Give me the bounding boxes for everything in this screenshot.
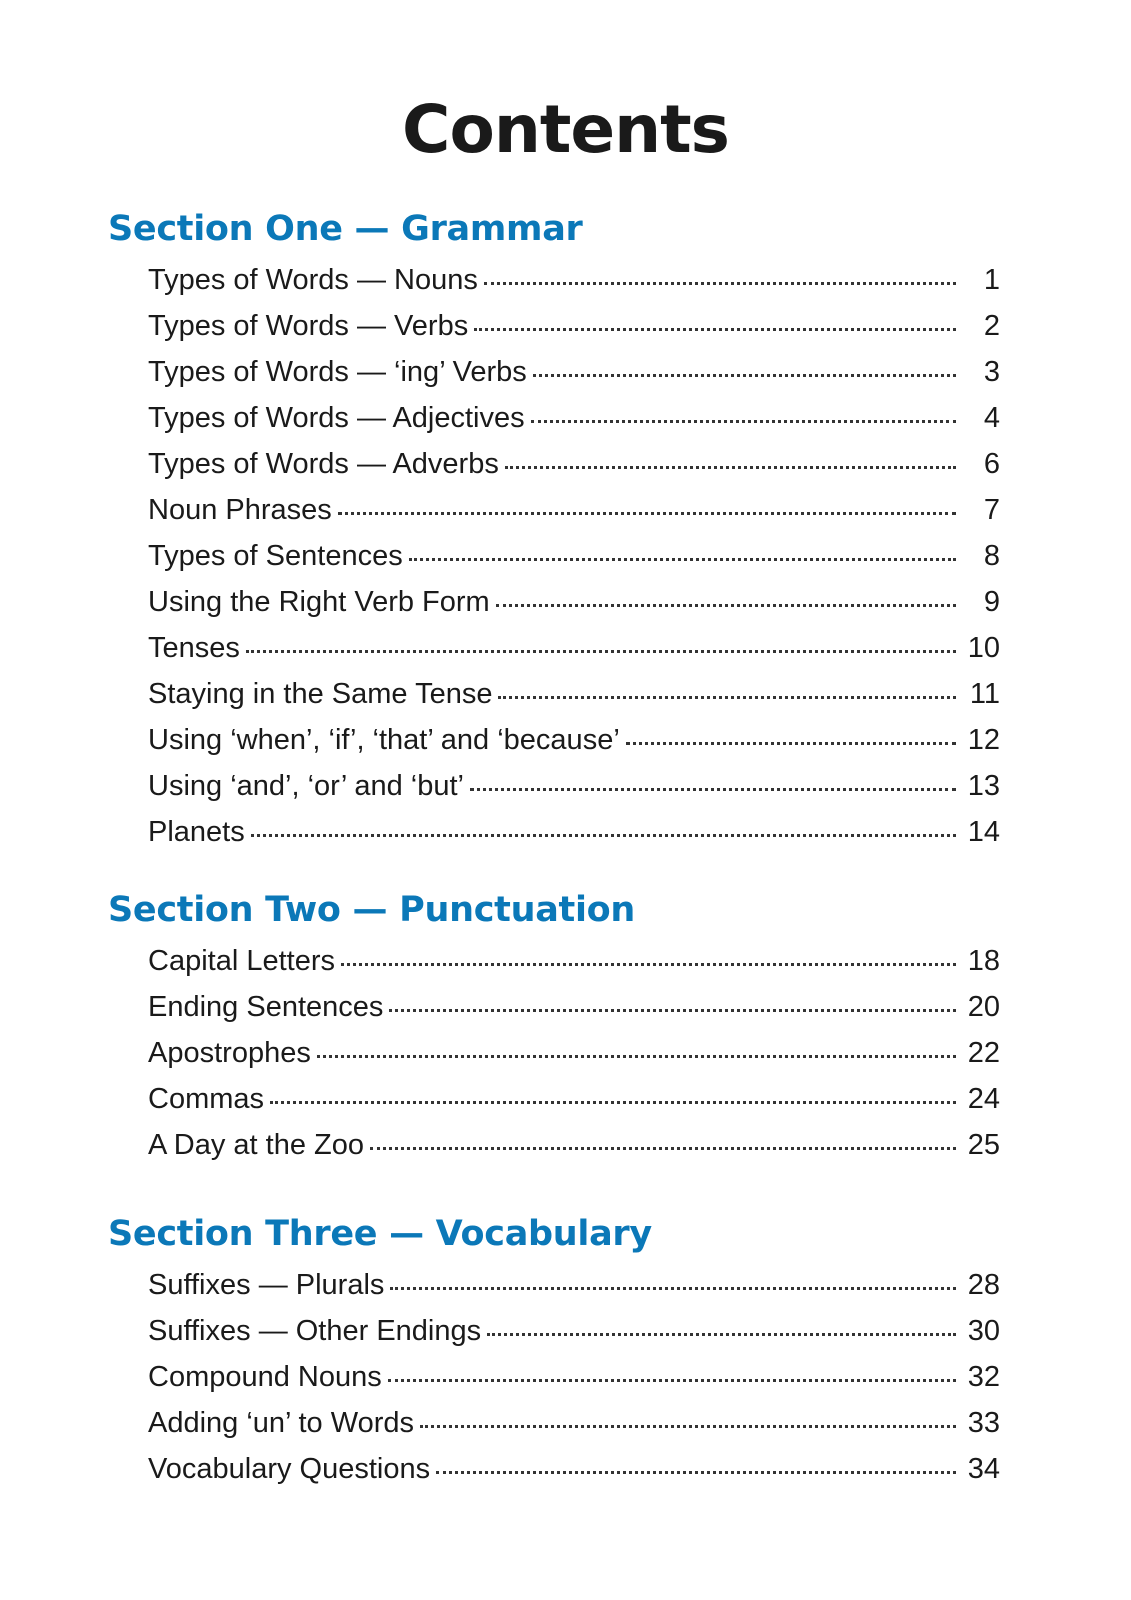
dot-leader [531,419,956,423]
entry-title: Types of Words — Verbs [148,310,469,342]
dot-leader [420,1424,956,1428]
contents-entry[interactable] [148,763,1000,809]
page-number: 10 [967,632,1000,664]
dot-leader [474,327,956,331]
section-grammar [108,207,1008,855]
page-number: 34 [967,1453,1000,1485]
page-number: 2 [983,310,1000,342]
contents-list [108,257,1008,855]
contents-entry[interactable] [148,1122,1000,1168]
entry-title: Noun Phrases [148,494,332,526]
dot-leader [626,741,956,745]
contents-entry[interactable] [148,579,1000,625]
contents-entry[interactable] [148,487,1000,533]
contents-entry[interactable] [148,533,1000,579]
page-number: 7 [983,494,1000,526]
entry-title: Compound Nouns [148,1361,382,1393]
contents-entry[interactable] [148,1354,1000,1400]
entry-title: A Day at the Zoo [148,1129,365,1161]
dot-leader [251,833,956,837]
contents-entry[interactable] [148,1308,1000,1354]
page-number: 3 [983,356,1000,388]
contents-entry[interactable] [148,1030,1000,1076]
section-heading: Section One — Grammar [108,209,583,249]
dot-leader [317,1054,956,1058]
entry-title: Types of Words — Adverbs [148,448,499,480]
dot-leader [246,649,956,653]
entry-title: Adding ‘un’ to Words [148,1407,414,1439]
contents-entry[interactable] [148,1262,1000,1308]
dot-leader [484,281,956,285]
entry-title: Commas [148,1083,265,1115]
page-number: 18 [967,945,1000,977]
section-vocabulary [108,1212,1008,1492]
page-number: 14 [967,816,1000,848]
contents-entry[interactable] [148,938,1000,984]
entry-title: Types of Sentences [148,540,403,572]
contents-entry[interactable] [148,625,1000,671]
page-number: 4 [983,402,1000,434]
page-title: Contents [402,91,729,168]
page-number: 1 [983,264,1000,296]
dot-leader [388,1378,956,1382]
page-number: 32 [967,1361,1000,1393]
page-number: 8 [983,540,1000,572]
dot-leader [487,1332,956,1336]
dot-leader [470,787,956,791]
dot-leader [389,1008,956,1012]
contents-entry[interactable] [148,1446,1000,1492]
dot-leader [409,557,956,561]
contents-list [108,1262,1008,1492]
dot-leader [341,962,956,966]
entry-title: Types of Words — ‘ing’ Verbs [148,356,527,388]
contents-entry[interactable] [148,717,1000,763]
entry-title: Vocabulary Questions [148,1453,431,1485]
contents-entry[interactable] [148,809,1000,855]
page-number: 20 [967,991,1000,1023]
section-heading: Section Three — Vocabulary [108,1214,652,1254]
page-number: 24 [967,1083,1000,1115]
page-number: 25 [967,1129,1000,1161]
contents-entry[interactable] [148,671,1000,717]
dot-leader [390,1286,956,1290]
entry-title: Suffixes — Other Endings [148,1315,482,1347]
entry-title: Capital Letters [148,945,335,977]
entry-title: Ending Sentences [148,991,384,1023]
page-number: 33 [967,1407,1000,1439]
page-number: 9 [983,586,1000,618]
page-number: 28 [967,1269,1000,1301]
section-punctuation [108,888,1008,1168]
entry-title: Apostrophes [148,1037,311,1069]
entry-title: Planets [148,816,245,848]
page-number: 6 [983,448,1000,480]
section-heading: Section Two — Punctuation [108,890,636,930]
page-number: 12 [967,724,1000,756]
dot-leader [505,465,956,469]
entry-title: Using ‘when’, ‘if’, ‘that’ and ‘because’ [148,724,620,756]
page-number: 13 [967,770,1000,802]
contents-entry[interactable] [148,257,1000,303]
contents-entry[interactable] [148,1076,1000,1122]
entry-title: Suffixes — Plurals [148,1269,385,1301]
contents-entry[interactable] [148,1400,1000,1446]
dot-leader [370,1146,956,1150]
contents-entry[interactable] [148,441,1000,487]
entry-title: Tenses [148,632,240,664]
dot-leader [496,603,956,607]
page-number: 30 [967,1315,1000,1347]
contents-entry[interactable] [148,984,1000,1030]
contents-entry[interactable] [148,395,1000,441]
contents-entry[interactable] [148,349,1000,395]
dot-leader [436,1470,956,1474]
dot-leader [498,695,956,699]
page-number: 11 [969,678,1000,710]
contents-entry[interactable] [148,303,1000,349]
entry-title: Using ‘and’, ‘or’ and ‘but’ [148,770,464,802]
dot-leader [338,511,956,515]
dot-leader [270,1100,956,1104]
page-number: 22 [967,1037,1000,1069]
entry-title: Using the Right Verb Form [148,586,490,618]
entry-title: Types of Words — Nouns [148,264,478,296]
entry-title: Types of Words — Adjectives [148,402,525,434]
contents-list [108,938,1008,1168]
entry-title: Staying in the Same Tense [148,678,493,710]
dot-leader [533,373,956,377]
